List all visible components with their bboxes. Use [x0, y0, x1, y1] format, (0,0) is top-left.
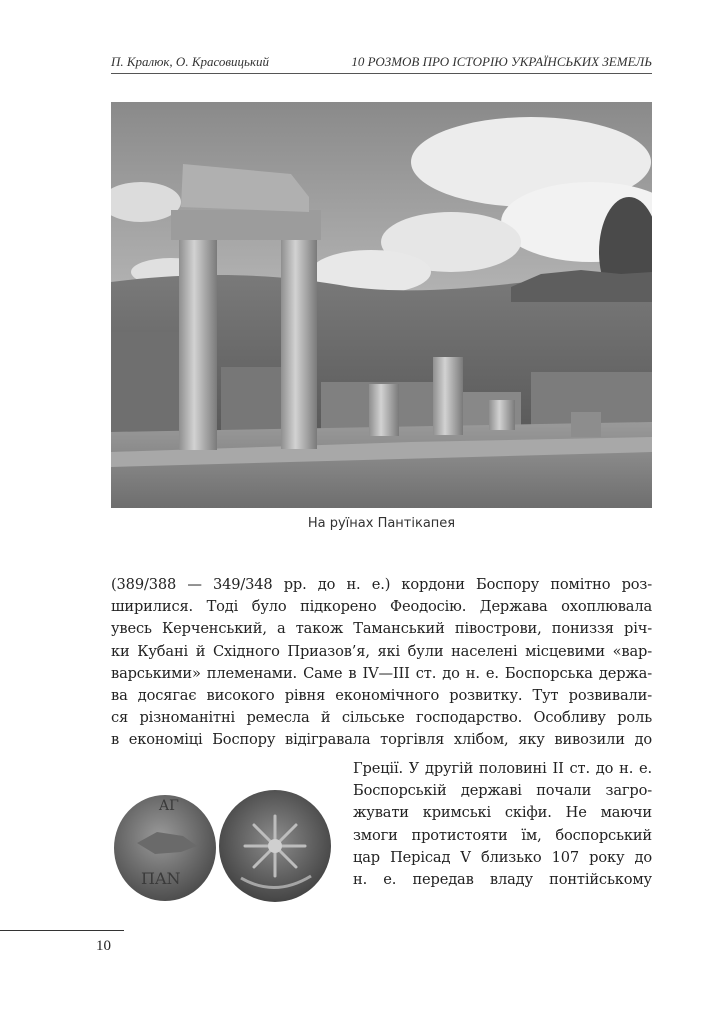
text-line: змоги протистояти їм, боспорський	[353, 826, 652, 844]
header-authors: П. Кралюк, О. Красовицький	[111, 54, 270, 69]
text-line: н. е. передав владу понтійському	[353, 871, 652, 889]
text-line: увесь Керченський, а також Таманський півострови, пониззя річ-	[111, 620, 652, 638]
body-paragraph	[111, 574, 652, 752]
text-line: Боспорській державі почали загро-	[353, 782, 652, 800]
header-divider	[111, 73, 652, 74]
wrapped-paragraph	[353, 758, 652, 891]
text-line: Греції. У другій половині II ст. до н. е.	[353, 760, 652, 777]
text-line: ва досягає високого рівня економічного розвитку. Тут розвивали-	[111, 687, 652, 705]
coin-inscription-bottom: ΠΑΝ	[141, 869, 181, 888]
coins-image	[111, 788, 339, 908]
text-line: (389/388 — 349/348 рр. до н. е.) кордони Боспору помітно роз-	[111, 576, 652, 593]
text-line: варськими» племенами. Саме в IV—III ст. до н. е. Боспорська держа-	[111, 664, 652, 682]
footer-divider	[0, 930, 124, 931]
header-book-title: 10 РОЗМОВ ПРО ІСТОРІЮ УКРАЇНСЬКИХ ЗЕМЕЛЬ	[351, 54, 652, 69]
running-header	[111, 54, 652, 74]
page-number: 10	[96, 938, 111, 954]
text-line: цар Перісад V близько 107 року до	[353, 848, 652, 866]
text-line: жувати кримські скіфи. Не маючи	[353, 804, 652, 822]
text-line: ки Кубані й Східного Приазов’я, які були населені місцевими «вар-	[111, 642, 652, 660]
text-line: ширилися. Тоді було підкорено Феодосію. Держава охоплювала	[111, 598, 652, 616]
coin-inscription-top: ΑΓ	[159, 798, 179, 814]
text-line: ся різноманітні ремесла й сільське господарство. Особливу роль	[111, 709, 652, 727]
text-line: в економіці Боспору відігравала торгівля хлібом, яку вивозили до	[111, 731, 652, 749]
ruins-photo	[111, 102, 652, 508]
figure-caption: На руїнах Пантікапея	[307, 516, 456, 531]
